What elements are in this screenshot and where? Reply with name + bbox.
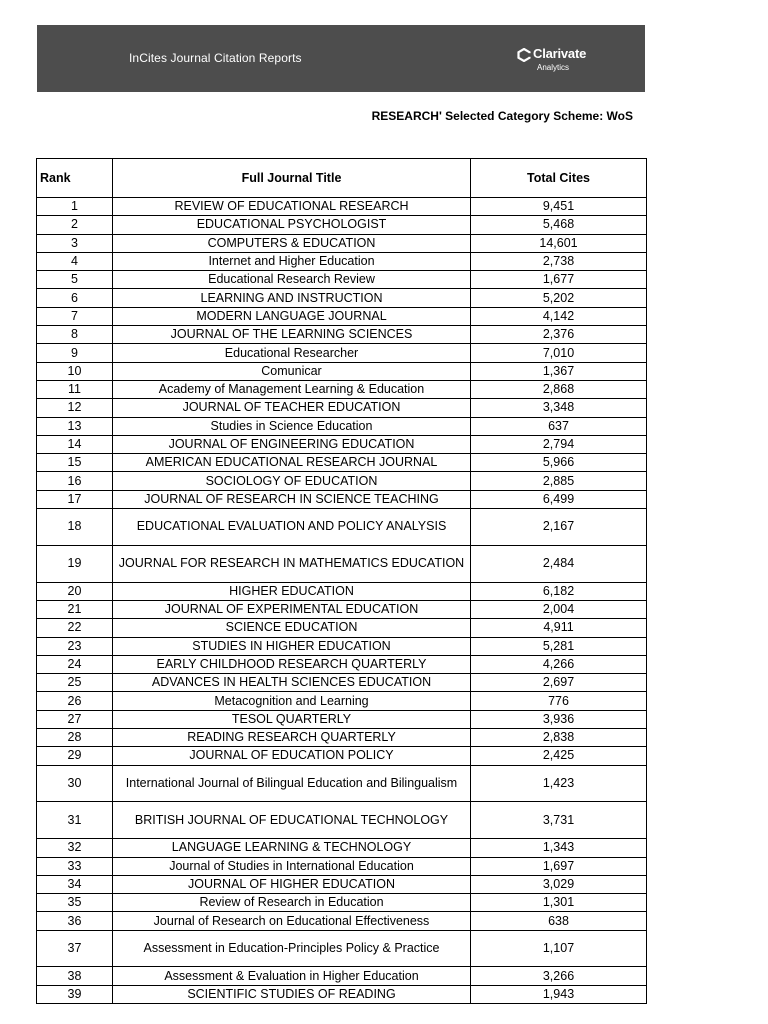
journal-title-cell: MODERN LANGUAGE JOURNAL [113, 307, 471, 325]
total-cites-cell: 2,376 [471, 326, 647, 344]
total-cites-cell: 2,794 [471, 435, 647, 453]
table-row [37, 857, 647, 875]
rank-cell: 31 [37, 802, 113, 839]
journal-title-cell: COMPUTERS & EDUCATION [113, 234, 471, 252]
total-cites-cell: 2,484 [471, 545, 647, 582]
total-cites-cell: 3,936 [471, 710, 647, 728]
journal-title-cell: STUDIES IN HIGHER EDUCATION [113, 637, 471, 655]
table-header-row [37, 159, 647, 198]
table-row [37, 344, 647, 362]
rank-cell: 32 [37, 839, 113, 857]
brand-subtitle: Analytics [537, 63, 570, 72]
journal-title-cell: JOURNAL OF TEACHER EDUCATION [113, 399, 471, 417]
total-cites-cell: 5,281 [471, 637, 647, 655]
table-row [37, 545, 647, 582]
total-cites-cell: 7,010 [471, 344, 647, 362]
total-cites-cell: 2,838 [471, 729, 647, 747]
report-banner [37, 25, 645, 92]
rank-cell: 17 [37, 490, 113, 508]
journal-title-cell: JOURNAL FOR RESEARCH IN MATHEMATICS EDUCATION [113, 545, 471, 582]
journal-title-cell: Assessment in Education-Principles Policy & Practice [113, 930, 471, 967]
rank-cell: 36 [37, 912, 113, 930]
total-cites-cell: 1,343 [471, 839, 647, 857]
rank-cell: 24 [37, 655, 113, 673]
journal-title-cell: JOURNAL OF EDUCATION POLICY [113, 747, 471, 765]
journal-title-cell: AMERICAN EDUCATIONAL RESEARCH JOURNAL [113, 454, 471, 472]
total-cites-cell: 3,029 [471, 875, 647, 893]
table-row [37, 198, 647, 216]
rank-cell: 15 [37, 454, 113, 472]
journal-title-cell: JOURNAL OF RESEARCH IN SCIENCE TEACHING [113, 490, 471, 508]
journal-title-cell: SOCIOLOGY OF EDUCATION [113, 472, 471, 490]
total-cites-cell: 3,731 [471, 802, 647, 839]
journal-title-cell: International Journal of Bilingual Education and Bilingualism [113, 765, 471, 802]
total-cites-cell: 5,966 [471, 454, 647, 472]
journal-title-cell: HIGHER EDUCATION [113, 582, 471, 600]
column-header-cites: Total Cites [471, 159, 647, 198]
table-row [37, 380, 647, 398]
table-row [37, 912, 647, 930]
total-cites-cell: 1,367 [471, 362, 647, 380]
total-cites-cell: 1,107 [471, 930, 647, 967]
table-row [37, 271, 647, 289]
journal-title-cell: Internet and Higher Education [113, 252, 471, 270]
journal-title-cell: ADVANCES IN HEALTH SCIENCES EDUCATION [113, 674, 471, 692]
rank-cell: 7 [37, 307, 113, 325]
clarivate-logo-icon [517, 48, 531, 62]
table-row [37, 399, 647, 417]
table-row [37, 490, 647, 508]
journal-title-cell: EDUCATIONAL PSYCHOLOGIST [113, 216, 471, 234]
rank-cell: 34 [37, 875, 113, 893]
journal-title-cell: LANGUAGE LEARNING & TECHNOLOGY [113, 839, 471, 857]
journal-title-cell: JOURNAL OF ENGINEERING EDUCATION [113, 435, 471, 453]
total-cites-cell: 637 [471, 417, 647, 435]
total-cites-cell: 1,677 [471, 271, 647, 289]
rank-cell: 18 [37, 509, 113, 546]
table-row [37, 729, 647, 747]
rank-cell: 5 [37, 271, 113, 289]
table-row [37, 894, 647, 912]
table-row [37, 472, 647, 490]
table-row [37, 326, 647, 344]
table-row [37, 454, 647, 472]
journal-title-cell: TESOL QUARTERLY [113, 710, 471, 728]
total-cites-cell: 3,266 [471, 967, 647, 985]
journal-title-cell: Educational Researcher [113, 344, 471, 362]
rank-cell: 9 [37, 344, 113, 362]
rank-cell: 11 [37, 380, 113, 398]
rank-cell: 25 [37, 674, 113, 692]
journal-title-cell: Studies in Science Education [113, 417, 471, 435]
total-cites-cell: 9,451 [471, 198, 647, 216]
rank-cell: 2 [37, 216, 113, 234]
journal-title-cell: JOURNAL OF HIGHER EDUCATION [113, 875, 471, 893]
rank-cell: 37 [37, 930, 113, 967]
journal-title-cell: Educational Research Review [113, 271, 471, 289]
rank-cell: 20 [37, 582, 113, 600]
total-cites-cell: 1,943 [471, 985, 647, 1003]
journal-title-cell: BRITISH JOURNAL OF EDUCATIONAL TECHNOLOGY [113, 802, 471, 839]
table-row [37, 216, 647, 234]
table-row [37, 875, 647, 893]
total-cites-cell: 776 [471, 692, 647, 710]
journal-title-cell: SCIENCE EDUCATION [113, 619, 471, 637]
total-cites-cell: 1,697 [471, 857, 647, 875]
table-row [37, 710, 647, 728]
table-row [37, 985, 647, 1003]
total-cites-cell: 5,202 [471, 289, 647, 307]
table-row [37, 289, 647, 307]
rank-cell: 4 [37, 252, 113, 270]
table-row [37, 930, 647, 967]
total-cites-cell: 638 [471, 912, 647, 930]
table-row [37, 967, 647, 985]
table-row [37, 839, 647, 857]
table-row [37, 362, 647, 380]
total-cites-cell: 3,348 [471, 399, 647, 417]
column-header-rank: Rank [37, 159, 113, 198]
rank-cell: 12 [37, 399, 113, 417]
column-header-title: Full Journal Title [113, 159, 471, 198]
rank-cell: 21 [37, 600, 113, 618]
rank-cell: 30 [37, 765, 113, 802]
total-cites-cell: 2,004 [471, 600, 647, 618]
journal-table [36, 158, 647, 1004]
rank-cell: 1 [37, 198, 113, 216]
table-row [37, 692, 647, 710]
table-row [37, 417, 647, 435]
journal-title-cell: Comunicar [113, 362, 471, 380]
rank-cell: 19 [37, 545, 113, 582]
rank-cell: 23 [37, 637, 113, 655]
rank-cell: 6 [37, 289, 113, 307]
journal-title-cell: Academy of Management Learning & Education [113, 380, 471, 398]
total-cites-cell: 2,868 [471, 380, 647, 398]
rank-cell: 35 [37, 894, 113, 912]
rank-cell: 29 [37, 747, 113, 765]
journal-title-cell: Journal of Research on Educational Effectiveness [113, 912, 471, 930]
journal-title-cell: SCIENTIFIC STUDIES OF READING [113, 985, 471, 1003]
journal-title-cell: Review of Research in Education [113, 894, 471, 912]
table-row [37, 619, 647, 637]
rank-cell: 38 [37, 967, 113, 985]
journal-title-cell: EARLY CHILDHOOD RESEARCH QUARTERLY [113, 655, 471, 673]
total-cites-cell: 6,182 [471, 582, 647, 600]
table-row [37, 307, 647, 325]
journal-title-cell: JOURNAL OF THE LEARNING SCIENCES [113, 326, 471, 344]
table-row [37, 582, 647, 600]
rank-cell: 13 [37, 417, 113, 435]
table-row [37, 234, 647, 252]
rank-cell: 26 [37, 692, 113, 710]
total-cites-cell: 4,266 [471, 655, 647, 673]
journal-title-cell: REVIEW OF EDUCATIONAL RESEARCH [113, 198, 471, 216]
journal-title-cell: EDUCATIONAL EVALUATION AND POLICY ANALYSIS [113, 509, 471, 546]
total-cites-cell: 14,601 [471, 234, 647, 252]
table-row [37, 600, 647, 618]
rank-cell: 33 [37, 857, 113, 875]
rank-cell: 28 [37, 729, 113, 747]
rank-cell: 22 [37, 619, 113, 637]
journal-title-cell: READING RESEARCH QUARTERLY [113, 729, 471, 747]
table-row [37, 765, 647, 802]
total-cites-cell: 6,499 [471, 490, 647, 508]
table-row [37, 674, 647, 692]
total-cites-cell: 2,425 [471, 747, 647, 765]
total-cites-cell: 2,167 [471, 509, 647, 546]
table-row [37, 802, 647, 839]
table-row [37, 637, 647, 655]
journal-title-cell: Assessment & Evaluation in Higher Education [113, 967, 471, 985]
report-title: InCites Journal Citation Reports [129, 51, 302, 65]
total-cites-cell: 2,738 [471, 252, 647, 270]
table-row [37, 509, 647, 546]
rank-cell: 10 [37, 362, 113, 380]
journal-title-cell: LEARNING AND INSTRUCTION [113, 289, 471, 307]
rank-cell: 8 [37, 326, 113, 344]
total-cites-cell: 2,697 [471, 674, 647, 692]
total-cites-cell: 5,468 [471, 216, 647, 234]
filter-text-2: RESEARCH' Selected Category Scheme: WoS [371, 109, 633, 123]
table-row [37, 655, 647, 673]
journal-title-cell: JOURNAL OF EXPERIMENTAL EDUCATION [113, 600, 471, 618]
table-row [37, 252, 647, 270]
total-cites-cell: 4,911 [471, 619, 647, 637]
journal-title-cell: Journal of Studies in International Education [113, 857, 471, 875]
total-cites-cell: 1,423 [471, 765, 647, 802]
rank-cell: 39 [37, 985, 113, 1003]
total-cites-cell: 1,301 [471, 894, 647, 912]
total-cites-cell: 2,885 [471, 472, 647, 490]
rank-cell: 3 [37, 234, 113, 252]
rank-cell: 27 [37, 710, 113, 728]
rank-cell: 14 [37, 435, 113, 453]
table-row [37, 435, 647, 453]
journal-title-cell: Metacognition and Learning [113, 692, 471, 710]
table-row [37, 747, 647, 765]
rank-cell: 16 [37, 472, 113, 490]
total-cites-cell: 4,142 [471, 307, 647, 325]
brand-name: Clarivate [533, 46, 587, 61]
filter-line-2 [37, 109, 645, 123]
